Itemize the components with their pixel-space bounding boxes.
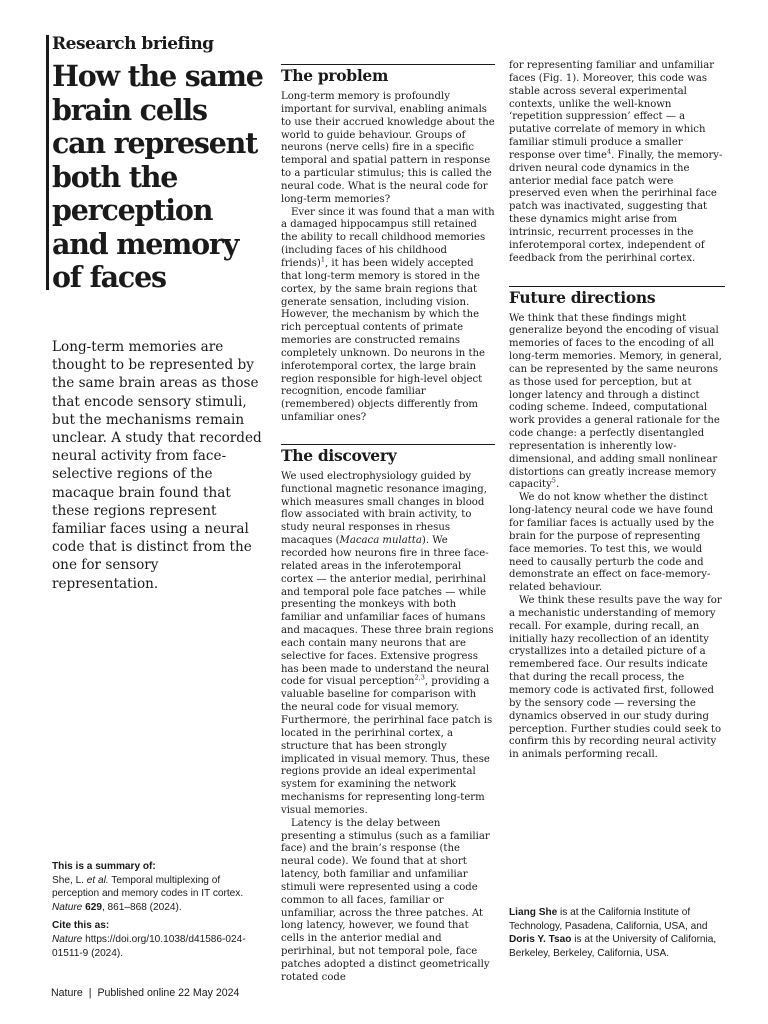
species-name: Macaca mulatta [339,535,422,547]
future-paragraph-1: We think that these findings might generalize beyond the encoding of visual memories of faces to the encoding of all long-term memories. Memory, in general, can be represented by the same neurons as those used for perception, but at longer latency and through a distinct coding scheme. Indeed, computational work provides a general rationale for the code change: a perfectly disentangled representation is inherently low-dimensional, and adding small nonlinear distortions can greatly increase memory capacity$^5$. [509,312,722,491]
reference-marker: 2,3 [414,674,425,683]
summary-pages: , 861–868 (2024). [101,901,182,913]
footer-published-date: Published online 22 May 2024 [97,987,240,999]
page-footer [51,987,239,1000]
cite-reference [52,933,266,960]
cite-journal: Nature [52,933,83,945]
author-1-affiliation: is at the California Institute of Technology, Pasadena, California, USA, and [509,907,708,932]
future-rule [509,286,725,287]
reference-marker: 5 [551,477,556,486]
discovery-paragraph-2-continued: for representing familiar and unfamiliar faces (Fig. 1). Moreover, this code was stable across several experimental contexts, unlike the well-known ‘repetition suppression’ effect — a putative correlate of memory in which familiar stimuli produce a smaller response over time$^4$. Finally, the memory-driven neural code dynamics in the anterior medial face patch were preserved even when the perirhinal face patch was inactivated, suggesting that these dynamics might arise from intrinsic, recurrent processes in the inferotemporal cortex, independent of feedback from the perirhinal cortex. [509,60,723,264]
future-paragraph-2: We do not know whether the distinct long-latency neural code we have found for familiar faces is actually used by the brain for the purpose of representing face memories. To test this, we would need to causally perturb the code and demonstrate an effect on face-memory-related behaviour. [509,492,715,594]
cite-heading: Cite this as: [52,920,110,932]
standfirst: Long-term memories are thought to be represented by the same brain areas as those that encode sensory stimuli, but the mechanisms remain unclear. A study that recorded neural activity from face-selective regions of the macaque brain found that these regions represent familiar faces using a neural code that is distinct from the one for sensory representation. [52,339,262,592]
summary-volume: 629 [85,901,102,913]
right-column [509,60,725,762]
summary-box [52,860,266,960]
summary-title: Temporal multiplexing of perception and memory codes in IT cortex. [52,874,244,900]
summary-reference [52,874,266,915]
reference-marker: 4 [607,147,612,156]
author-1-name: Liang She [509,907,558,918]
summary-etal: et al. [86,874,109,886]
summary-heading: This is a summary of: [52,861,156,872]
problem-rule [281,64,495,65]
author-2-name: Doris Y. Tsao [509,934,572,946]
headline: How the same brain cells can represent both the perception and memory of faces [52,59,263,294]
summary-authors: She, L. [52,874,87,886]
reference-marker: 1 [320,255,325,264]
footer-journal: Nature [51,987,83,999]
discovery-title: The discovery [281,445,397,465]
author-2-affiliation: is at the University of California, Berkeley, Berkeley, California, USA. [509,934,717,959]
problem-paragraph-1: Long-term memory is profoundly important for survival, enabling animals to use their accrued knowledge about the world to guide behaviour. Groups of neurons (nerve cells) fire in a specific temporal and spatial pattern in response to a particular stimulus; this is called the neural code. What is the neural code for long-term memories? [281,91,495,205]
discovery-paragraph-1: We used electrophysiology guided by functional magnetic resonance imaging, which measures small changes in blood flow associated with brain activity, to study neural responses in rhesus macaques (Macaca mulatta). We recorded how neurons fire in three face-related areas in the inferotemporal cortex — the anterior medial, perirhinal and temporal pole face patches — while presenting the monkeys with both familiar and unfamiliar faces of humans and macaques. These three brain regions each contain many neurons that are selective for faces. Extensive progress has been made to understand the neural code for visual perception$^{2,3}$, providing a valuable baseline for comparison with the neural code for visual memory. Furthermore, the perirhinal face patch is located in the perirhinal cortex, a structure that has been strongly implicated in visual memory. Thus, these regions provide an ideal experimental system for examining the network mechanisms for representing long-term visual memories. [281,470,494,816]
future-title: Future directions [509,287,656,307]
problem-title: The problem [281,66,389,85]
footer-separator: | [88,987,92,999]
middle-column [281,64,495,985]
cite-doi-link[interactable]: https://doi.org/10.1038/d41586-024-01511-9 (2024). [52,933,246,959]
future-paragraph-3: We think these results pave the way for a mechanistic understanding of memory recall. For example, during recall, an initially hazy recollection of an identity crystallizes into a detailed picture of a remembered face. Our results indicate that during the recall process, the memory code is activated first, followed by the sensory code — reversing the dynamics observed in our study during perception. Further studies could seek to confirm this by recording neural activity in animals performing recall. [509,595,722,761]
problem-paragraph-2: Ever since it was found that a man with a damaged hippocampus still retained the ability to recall childhood memories (including faces of his childhood friends)$^1$, it has been widely accepted that long-term memory is stored in the cortex, by the same brain regions that generate sensation, including vision. However, the mechanism by which the rich perceptual contents of primate memories are constructed remains completely unknown. Do neurons in the inferotemporal cortex, the large brain region responsible for high-level object recognition, encode familiar (remembered) objects differently from unfamiliar ones? [281,206,495,424]
author-affiliations [509,906,725,960]
discovery-rule [281,444,495,445]
left-accent-rule [46,35,49,290]
section-label: Research briefing [52,34,214,54]
discovery-paragraph-2: Latency is the delay between presenting a stimulus (such as a familiar face) and the brain’s response (the neural code). We found that at short latency, both familiar and unfamiliar stimuli were represented using a code common to all faces, familiar or unfamiliar, across the three patches. At long latency, however, we found that cells in the anterior medial and perirhinal, but not temporal pole, face patches adopted a distinct geometrically rotated code [281,817,490,983]
summary-journal: Nature [52,901,83,913]
